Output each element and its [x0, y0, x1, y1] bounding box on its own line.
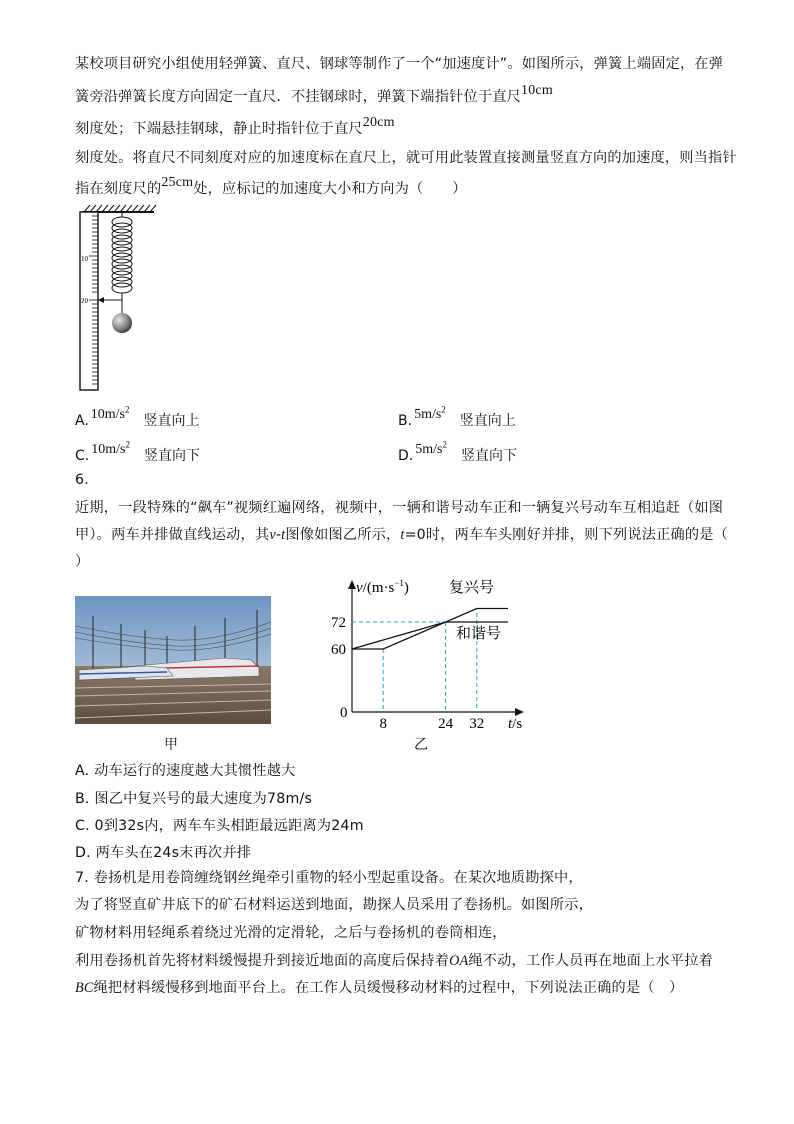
- q5-line-3: 刻度处；下端悬挂钢球，静止时指针位于直尺20cm: [75, 115, 395, 137]
- q5-option-d[interactable]: D. $5m/s^2$竖直向下: [398, 439, 517, 464]
- vt-graph: [328, 574, 528, 730]
- q7-line-1: 7. 卷扬机是用卷筒缠绕钢丝绳牵引重物的轻小型起重设备。在某次地质勘探中，: [75, 870, 583, 886]
- x-axis-label: t/s: [508, 716, 523, 730]
- q6-line-1: 近期，一段特殊的“飙车”视频红遍网络，视频中，一辆和谐号动车正和一辆复兴号动车互相追赶（如图: [75, 500, 724, 516]
- legend-hexie: 和谐号: [456, 624, 502, 642]
- photo-caption-jia: 甲: [164, 737, 178, 753]
- q6-line-3: ）: [75, 554, 90, 570]
- q7-line-3: 矿物材料用轻绳系着绕过光滑的定滑轮，之后与卷扬机的卷筒相连，: [75, 925, 507, 941]
- ruler-label-20: 20: [81, 297, 88, 305]
- q6-option-a[interactable]: A. 动车运行的速度越大其惯性越大: [75, 763, 296, 779]
- q7-line-4: 利用卷扬机首先将材料缓慢提升到接近地面的高度后保持着OA绳不动，工作人员再在地面上水平拉着: [75, 953, 713, 969]
- q5-option-a[interactable]: A. $10m/s^2$竖直向上: [75, 404, 200, 429]
- y-axis-arrow: [348, 580, 356, 589]
- legend-fuxing: 复兴号: [449, 578, 495, 596]
- q5-line-2: 簧旁沿弹簧长度方向固定一直尺．不挂钢球时，弹簧下端指针位于直尺10cm: [75, 83, 553, 105]
- graph-caption-yi: 乙: [414, 737, 428, 753]
- q5-line-5: 指在刻度尺的25cm处，应标记的加速度大小和方向为（ ）: [75, 175, 467, 197]
- q5-option-b[interactable]: B. $5m/s^2$竖直向上: [398, 404, 516, 429]
- y-tick-72: 72: [331, 615, 346, 631]
- train-photo: [75, 596, 271, 724]
- x-tick-24: 24: [438, 716, 454, 730]
- x-tick-32: 32: [469, 716, 485, 730]
- q5-value-25cm: 25cm: [161, 175, 194, 190]
- steel-ball: [112, 313, 132, 333]
- q7-line-5: BC绳把材料缓慢移到地面平台上。在工作人员缓慢移动材料的过程中，下列说法正确的是（ ）: [75, 980, 684, 996]
- q6-option-d[interactable]: D. 两车头在24s末再次并排: [75, 845, 252, 861]
- q5-line-4: 刻度处。将直尺不同刻度对应的加速度标在直尺上，就可用此装置直接测量竖直方向的加速度，则当指针: [75, 150, 737, 166]
- y-axis-label: $v/(m\cdot s^{-1})$: [356, 578, 409, 596]
- q6-option-b[interactable]: B. 图乙中复兴号的最大速度为78m/s: [75, 791, 313, 807]
- origin-label: 0: [340, 705, 348, 721]
- spring-coil: [112, 217, 132, 293]
- ceiling-hatch: [84, 205, 156, 212]
- q5-line-1: 某校项目研究小组使用轻弹簧、直尺、钢球等制作了一个“加速度计”。如图所示，弹簧上端固定，在弹: [75, 56, 724, 72]
- q5-value-20cm: 20cm: [362, 115, 395, 130]
- q6-option-c[interactable]: C. 0到32s内，两车车头相距最远距离为24m: [75, 818, 364, 834]
- x-tick-8: 8: [379, 716, 387, 730]
- pointer-arrow: [98, 297, 104, 303]
- q6-number: 6.: [75, 472, 89, 488]
- q7-line-2: 为了将竖直矿井底下的矿石材料运送到地面，勘探人员采用了卷扬机。如图所示，: [75, 897, 593, 913]
- q5-option-c[interactable]: C. $10m/s^2$竖直向下: [75, 439, 200, 464]
- ruler-label-10: 10: [81, 255, 88, 263]
- y-tick-60: 60: [331, 642, 346, 658]
- q6-line-2: 甲）。两车并排做直线运动，其v-t图像如图乙所示，t=0时，两车车头刚好并排，则下列说法正确的是（: [75, 527, 729, 543]
- q5-value-10cm: 10cm: [521, 83, 553, 98]
- spring-ruler-figure: [76, 204, 160, 394]
- x-axis-arrow: [515, 708, 524, 716]
